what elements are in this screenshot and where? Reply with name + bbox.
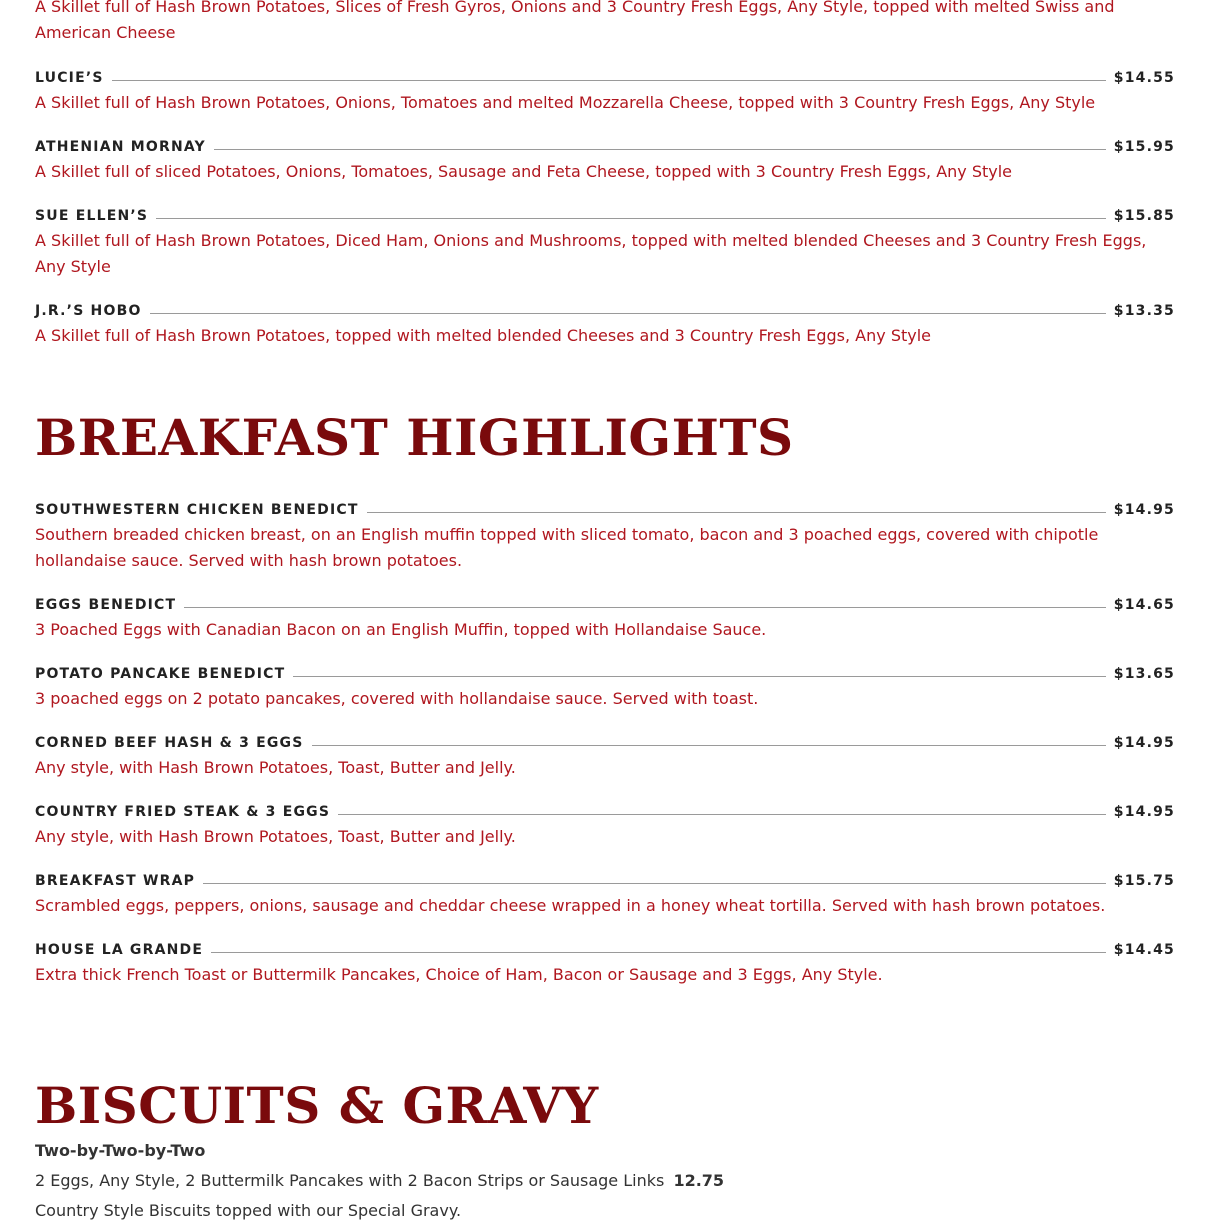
- item-name: POTATO PANCAKE BENEDICT: [35, 666, 286, 682]
- item-price: $14.65: [1113, 597, 1175, 613]
- item-description: A Skillet full of Hash Brown Potatoes, topped with melted blended Cheeses and 3 Country Fresh Eggs, Any Style: [35, 326, 931, 345]
- menu-item: [35, 592, 1175, 643]
- item-header: [35, 134, 1175, 160]
- item-name: CORNED BEEF HASH & 3 EGGS: [35, 735, 304, 751]
- combo-line: [35, 1168, 724, 1194]
- item-name: EGGS BENEDICT: [35, 597, 177, 613]
- item-name: COUNTRY FRIED STEAK & 3 EGGS: [35, 804, 331, 820]
- item-header: [35, 799, 1175, 825]
- item-description: Scrambled eggs, peppers, onions, sausage and cheddar cheese wrapped in a honey wheat tortilla. Served with hash brown potatoes.: [35, 896, 1106, 915]
- item-price: $15.85: [1113, 208, 1175, 224]
- dotted-leader: [184, 607, 1105, 608]
- skillet-list: [35, 65, 1175, 367]
- menu-item: [35, 65, 1175, 116]
- item-header: [35, 937, 1175, 963]
- item-header: [35, 497, 1175, 523]
- biscuits-line: Country Style Biscuits topped with our Special Gravy.: [35, 1201, 462, 1220]
- item-header: [35, 65, 1175, 91]
- menu-item: [35, 497, 1175, 574]
- menu-item: [35, 868, 1175, 919]
- menu-item: [35, 298, 1175, 349]
- dotted-leader: [150, 313, 1106, 314]
- menu-item: [35, 730, 1175, 781]
- item-header: [35, 592, 1175, 618]
- item-name: ATHENIAN MORNAY: [35, 139, 206, 155]
- item-subtitle: Two-by-Two-by-Two: [35, 1141, 206, 1160]
- item-description: A Skillet full of Hash Brown Potatoes, Onions, Tomatoes and melted Mozzarella Cheese, topped with 3 Country Fresh Eggs, Any Style: [35, 93, 1096, 112]
- menu-item: [35, 203, 1175, 280]
- combo-price: 12.75: [673, 1171, 725, 1190]
- dotted-leader: [203, 883, 1106, 884]
- item-description: A Skillet full of Hash Brown Potatoes, Diced Ham, Onions and Mushrooms, topped with melted blended Cheeses and 3 Country Fresh Eggs, Any Style: [35, 231, 1147, 276]
- menu-item: [35, 134, 1175, 185]
- item-price: $14.95: [1113, 804, 1175, 820]
- item-price: $14.55: [1113, 70, 1175, 86]
- item-name: BREAKFAST WRAP: [35, 873, 196, 889]
- item-header: [35, 298, 1175, 324]
- dotted-leader: [211, 952, 1106, 953]
- item-description: Any style, with Hash Brown Potatoes, Toast, Butter and Jelly.: [35, 827, 516, 846]
- item-name: SOUTHWESTERN CHICKEN BENEDICT: [35, 502, 359, 518]
- item-price: $15.95: [1113, 139, 1175, 155]
- section-title-breakfast-highlights: BREAKFAST HIGHLIGHTS: [35, 408, 794, 467]
- section-title-biscuits-gravy: BISCUITS & GRAVY: [35, 1076, 599, 1135]
- item-price: $14.45: [1113, 942, 1175, 958]
- biscuits-gravy-content: [35, 1138, 724, 1228]
- dotted-leader: [112, 80, 1106, 81]
- item-description: Southern breaded chicken breast, on an English muffin topped with sliced tomato, bacon and 3 poached eggs, covered with chipotle hollandaise sauce. Served with hash brown potatoes.: [35, 525, 1099, 570]
- item-header: [35, 868, 1175, 894]
- dotted-leader: [312, 745, 1106, 746]
- dotted-leader: [156, 218, 1106, 219]
- menu-item: [35, 799, 1175, 850]
- breakfast-highlights-list: [35, 497, 1175, 1006]
- dotted-leader: [293, 676, 1105, 677]
- item-description: A Skillet full of sliced Potatoes, Onions, Tomatoes, Sausage and Feta Cheese, topped with 3 Country Fresh Eggs, Any Style: [35, 162, 1013, 181]
- menu-item: [35, 937, 1175, 988]
- menu-item: [35, 661, 1175, 712]
- item-name: J.R.’S HOBO: [35, 303, 142, 319]
- item-name: SUE ELLEN’S: [35, 208, 149, 224]
- item-name: LUCIE’S: [35, 70, 104, 86]
- item-price: $14.95: [1113, 735, 1175, 751]
- combo-text: 2 Eggs, Any Style, 2 Buttermilk Pancakes with 2 Bacon Strips or Sausage Links: [35, 1171, 665, 1190]
- item-header: [35, 661, 1175, 687]
- dotted-leader: [367, 512, 1106, 513]
- item-description: Any style, with Hash Brown Potatoes, Toast, Butter and Jelly.: [35, 758, 516, 777]
- item-header: [35, 730, 1175, 756]
- dotted-leader: [214, 149, 1106, 150]
- item-description: Extra thick French Toast or Buttermilk Pancakes, Choice of Ham, Bacon or Sausage and 3 Eggs, Any Style.: [35, 965, 883, 984]
- item-description: 3 Poached Eggs with Canadian Bacon on an English Muffin, topped with Hollandaise Sauce.: [35, 620, 767, 639]
- item-description: 3 poached eggs on 2 potato pancakes, covered with hollandaise sauce. Served with toast.: [35, 689, 759, 708]
- item-price: $13.65: [1113, 666, 1175, 682]
- item-header: [35, 203, 1175, 229]
- continued-item-description: A Skillet full of Hash Brown Potatoes, Slices of Fresh Gyros, Onions and 3 Country Fresh Eggs, Any Style, topped with melted Swiss and American Cheese: [35, 0, 1115, 42]
- item-price: $14.95: [1113, 502, 1175, 518]
- item-price: $13.35: [1113, 303, 1175, 319]
- item-price: $15.75: [1113, 873, 1175, 889]
- dotted-leader: [338, 814, 1106, 815]
- item-name: HOUSE LA GRANDE: [35, 942, 204, 958]
